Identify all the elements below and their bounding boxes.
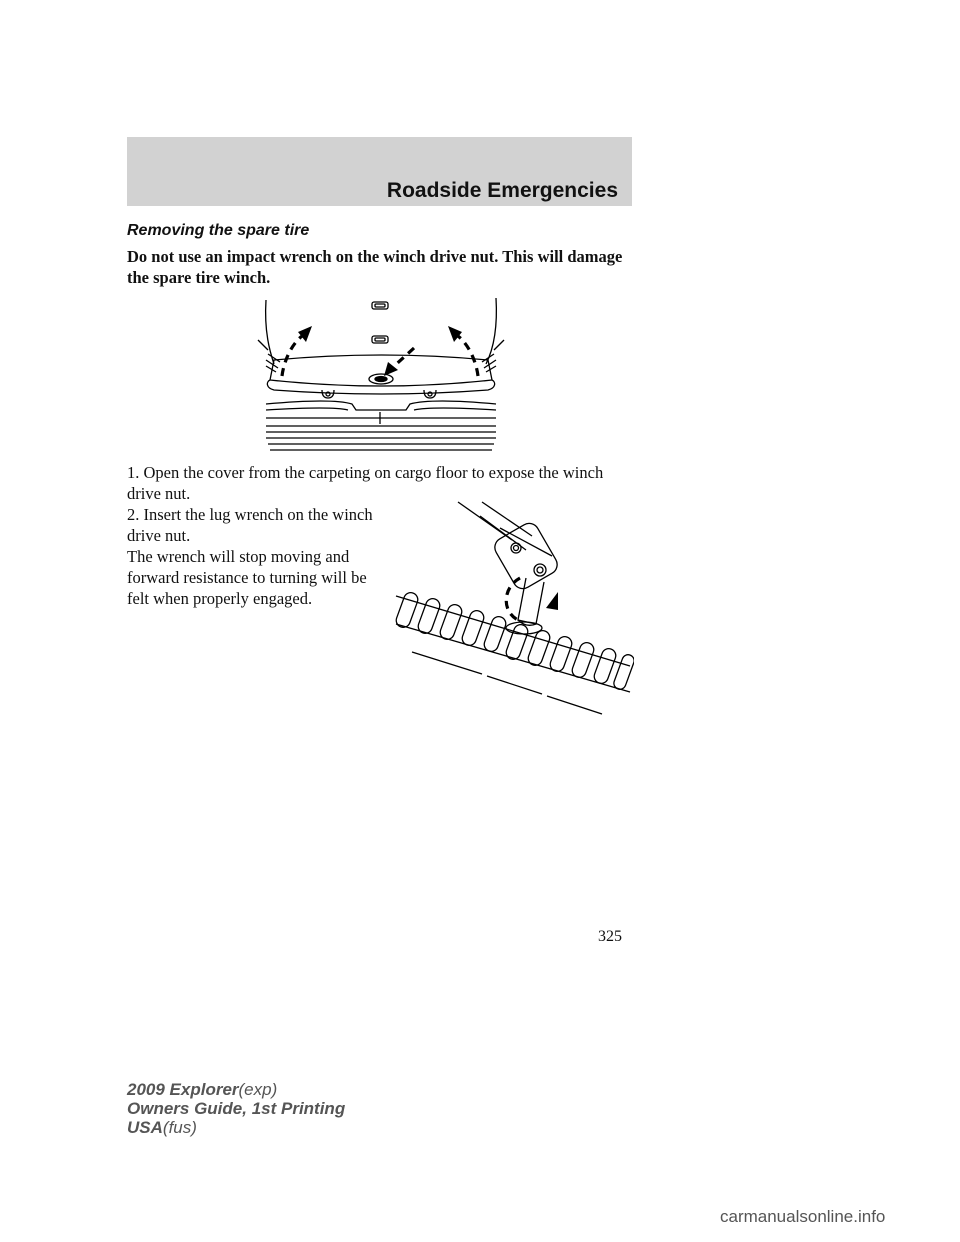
- step-1: 1. Open the cover from the carpeting on cargo floor to expose the winch drive nut.: [127, 463, 604, 503]
- footer-line-1: [127, 1080, 345, 1099]
- footer-market-code: (fus): [162, 1118, 197, 1137]
- footer-guide: Owners Guide, 1st Printing: [127, 1099, 346, 1118]
- footer-market: USA: [127, 1118, 163, 1137]
- section-header-band: [127, 137, 632, 206]
- step-2: 2. Insert the lug wrench on the winch drive nut.: [127, 505, 373, 545]
- warning-text: Do not use an impact wrench on the winch drive nut. This will damage the spare tire winch.: [127, 247, 623, 287]
- footer-model: 2009 Explorer: [127, 1080, 239, 1099]
- cargo-floor-illustration: [252, 292, 510, 458]
- step-2-note: The wrench will stop moving and forward resistance to turning will be felt when properly engaged.: [127, 547, 367, 608]
- wrench-on-winch-nut-illustration: [392, 496, 634, 728]
- section-title: Roadside Emergencies: [386, 179, 618, 202]
- footer: [127, 1080, 345, 1137]
- page-number: 325: [598, 928, 622, 945]
- section-heading: Removing the spare tire: [127, 222, 310, 239]
- footer-line-3: [127, 1118, 345, 1137]
- watermark: carmanualsonline.info: [720, 1207, 886, 1226]
- footer-model-code: (exp): [238, 1080, 278, 1099]
